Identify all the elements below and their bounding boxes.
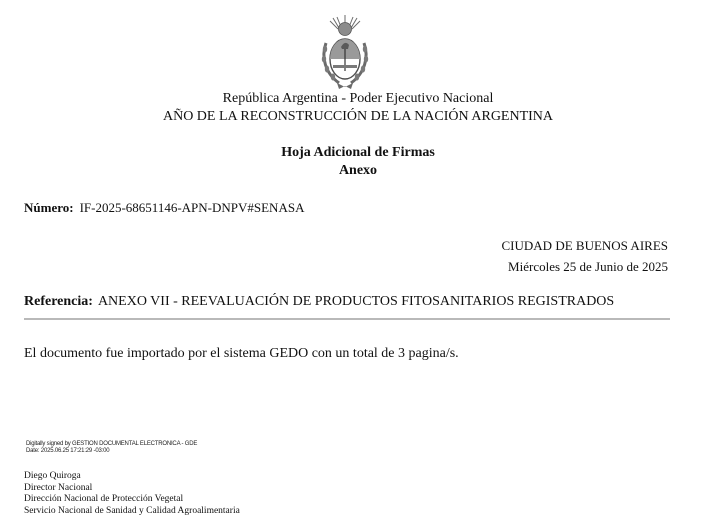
reference-value: ANEXO VII - REEVALUACIÓN DE PRODUCTOS FITOSANITARIOS REGISTRADOS — [97, 294, 615, 309]
document-date: Miércoles 25 de Junio de 2025 — [508, 259, 668, 274]
body-text: El documento fue importado por el sistema GEDO con un total de 3 pagina/s. — [24, 346, 459, 361]
digital-signature-signed-by: Digitally signed by GESTION DOCUMENTAL ELECTRONICA - GDE — [26, 441, 198, 447]
city: CIUDAD DE BUENOS AIRES — [501, 238, 668, 253]
document-number-label: Número: — [24, 200, 74, 215]
divider — [24, 318, 670, 320]
reference-label: Referencia: — [24, 294, 93, 309]
document-number — [24, 200, 304, 216]
signer-block — [24, 471, 240, 517]
digital-signature-date: Date: 2025.06.25 17:21:29 -03:00 — [26, 448, 110, 454]
argentina-coat-of-arms-icon — [319, 13, 371, 91]
year-motto: AÑO DE LA RECONSTRUCCIÓN DE LA NACIÓN ARGENTINA — [162, 109, 554, 124]
signer-organization: Servicio Nacional de Sanidad y Calidad Agroalimentaria — [24, 505, 240, 516]
document-number-value: IF-2025-68651146-APN-DNPV#SENASA — [79, 200, 305, 215]
document-title: Hoja Adicional de Firmas — [281, 145, 435, 160]
signer-name: Diego Quiroga — [24, 471, 81, 481]
reference — [24, 294, 614, 310]
document-subtitle: Anexo — [338, 163, 378, 178]
signer-position: Director Nacional — [24, 482, 93, 493]
signer-office: Dirección Nacional de Protección Vegetal — [24, 494, 184, 504]
institution-header: República Argentina - Poder Ejecutivo Nacional — [222, 91, 494, 106]
